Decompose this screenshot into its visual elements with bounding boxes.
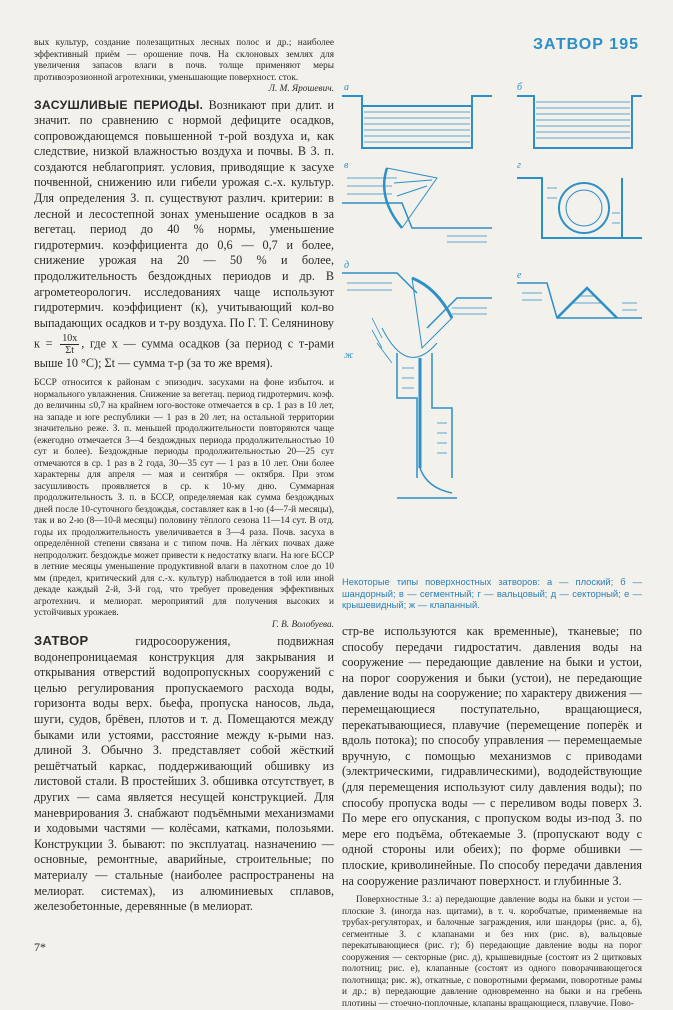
figure-label-a: а — [344, 82, 349, 93]
figure-zh-flap-gate — [397, 353, 457, 498]
running-title: ЗАТВОР 195 — [533, 36, 639, 53]
article-body-zasushlivye: Возникают при длит. и значит. по сравнению с нормой дефиците осадков, сопровождающемся повышенной т-рой воздуха и, как следствие, низкой влажностью воздуха и почвы. В З. п. создаются неблагоприят. условия, приводящие к засухе почвенной, снижению или гибели урожая с.-х. культур. Для определения З. п. существуют различ. критерии: в лесной и лесостепной зонах уменьшение осадков в за вегетац. период до 40 % нормы, уменьшение гидротермич. коэффициента до 0,6 — 0,7 и более, снижение урожая на 20 — 50 % и более, продолжительность бездождных периодов и др. В агрометеорологич. исследованиях чаще используют гидротермич. коэффициент (к), учитывающий кол-во выпадающих осадков и т-ру воздуха. По Г. Т. Селянинову — [34, 97, 335, 330]
formula-description: , где x — сумма осадков (за период с т-рами выше 10 °С); Σt — сумма т-р (за то же время). — [34, 336, 334, 371]
figure-v-segment-gate — [342, 168, 492, 242]
figure-label-v: в — [344, 160, 349, 171]
formula-k: к = — [34, 336, 53, 351]
formula-numerator: 10x — [62, 333, 78, 345]
article-zatvor-continued: стр-ве используются как временные), тканевые; по способу передачи гидростатич. давления воды на сооружение — передающие давление на быки и устои, на порог сооружения и быки (устои), не передающие давление воды на сооружение; по характеру движения — перемещающиеся поступательно, вращающиеся, перекатывающиеся, плавучие (перемещение поперёк и вдоль потока); по способу управления — перемещаемые вручную, с помощью механизмов с приводами (электрическими, гидравлическими), вододействующие (для перемещения используют силу давления воды); по способу пропуска воды — с переливом воды поверх З. По мере его опускания, с пропуском воды из-под З. по мере его подъёма, обтекаемые З. (пропускают воду с одной стороны или обеих); по форме обшивки — плоские, криволинейные. По способу передачи давления на сооружение различают поверхност. и глубинные З. — [342, 624, 642, 888]
article-zasushlivye — [34, 98, 334, 332]
article-zasushlivye-belarus: БССР относится к районам с эпизодич. засухами на фоне избыточ. и нормального увлажнения. Снижение за вегетац. период гидротермич. коэф. до величины ≤0,7 на крайнем юго-востоке отмечается в ср. 1 раз в 10 лет, на западе и юге республики — 1 раз в 20 лет, на остальной территории значительно реже. З. п. меньшей продолжительности повторяются чаще (ежегодно отмечается 3—4 бездождных периода продолжительностью 10 сут и более). Бездождные периоды продолжительностью 20—25 сут отмечаются в ср. 1 раз в 2 года, 30—35 сут — 1 раз в 10 лет. Они более характерны для апреля — мая и сентября — октября. При этом засушливость проявляется в ср. к 10-му дню. Суммарная продолжительность З. п. в БССР, определяемая как сумма бездождных дней после 10-суточного бездождья, составляет как в 1-ю (4—7-й месяцы), так и во 2-ю (8—10-й месяцы) половину тёплого сезона 11—14 сут. В отд. годы их продолжительность увеличивается в 3—4 раза. Почв. засуха в определённой степени связана и с типом почв. На лёгких почвах даже непродолжит. бездождье может привести к недостатку влаги. На юге БССР в летние месяцы уменьшение продуктивной влаги в пахотном слое до 10 мм (предел, критический для с.-х. культур) наблюдается в той или иной декаде каждый 2-й, 3-й год, что требует проведения эффективных агротехнич. и мелиорат. мероприятий для получения высоких и устойчивых урожаев. — [34, 378, 334, 618]
article-zatvor — [34, 633, 334, 915]
figure-d-sector-gate — [342, 273, 492, 363]
gate-types-figure — [342, 68, 642, 568]
figure-e-roof-gate — [517, 283, 642, 318]
formula-paragraph — [34, 333, 334, 372]
formula-fraction — [60, 333, 79, 356]
figure-caption: Некоторые типы поверхностных затворов: а — плоский; б — шандорный; в — сегментный; г — вальцовый; д — секторный; е — крышевидный; ж — клапанный. — [342, 576, 642, 610]
formula-denominator: Σt — [65, 345, 75, 357]
article-title-zasushlivye: ЗАСУШЛИВЫЕ ПЕРИОДЫ. — [34, 97, 204, 112]
left-column — [34, 38, 334, 915]
figure-g-roller-gate — [517, 178, 642, 238]
article-title-zatvor: ЗАТВОР — [34, 633, 89, 648]
figure-label-e: е — [517, 270, 522, 281]
intro-signature: Л. М. Ярошевич. — [268, 84, 334, 94]
figure-a-flat-gate — [342, 96, 492, 148]
figure-label-d: д — [344, 260, 350, 271]
right-column — [342, 624, 642, 1010]
figure-label-b: б — [517, 82, 523, 93]
article-body-zatvor: гидросооружения, подвижная водонепроницаемая конструкция для закрывания и открывания отверстий водопропускных сооружений с целью регулирования пропускаемого расхода воды, горизонта воды верх. бьефа, пропуска наносов, льда, шуги, судов, брёвен, плотов и т. д. Помещаются между быками или устоями, расстояние между к-рыми наз. длиной З. Обычно З. представляет собой жёсткий решётчатый каркас, поддерживающий обшивку из листовой стали. В простейших З. обшивка отсутствует, в других — сама является несущей конструкцией. Для маневрирования З. снабжают подъёмными механизмами и ходовыми частями — колёсами, катками, полозьями. Конструкции З. бывают: по эксплуатац. назначению — основные, ремонтные, аварийные, строительные; по материалу — стальные (наиболее распространены на мелиорат. системах), из алюминиевых сплавов, железобетонные, деревянные (в мелиорат. — [34, 634, 334, 914]
figure-label-g: г — [517, 160, 521, 171]
article-zasushlivye-signature: Г. В. Волобуева. — [271, 619, 334, 630]
page-marker: 7* — [34, 940, 46, 954]
article-zatvor-surface-gates: Поверхностные З.: а) передающие давление воды на быки и устои — плоские З. (иногда наз. щитами), в т. ч. коробчатые, применяемые на трубах-регуляторах, и балочные заграждения, или шандоры (рис. а, б), сегментные З. с клапанами и без них (рис. в), вальцовые перекатывающиеся (рис. г); б) передающие давление воды на порог сооружения — секторные (рис. д), крышевидные (состоят из 2 щитковых полотниц; рис. е), клапанные (состоят из одного поворачивающегося полотнища; рис. ж), откатные, с поворотными фермами, поворотные рамы и др.; в) передающие давление одновременно на быки и на гребень плотины — стоечно-поплочные, клапаны вращающиеся, плавучие. Пово- — [342, 895, 642, 1009]
figure-label-zh: ж — [344, 350, 354, 361]
intro-paragraph: вых культур, создание полезащитных лесных полос и др.; наиболее эффективный приём — орошение почв. На склоновых землях для увеличения запасов влаги в почв. толще применяют меры противоэрозионной агротехники, уменьшающие поверхност. сток. — [34, 38, 334, 83]
figure-b-stoplog-gate — [517, 96, 642, 148]
